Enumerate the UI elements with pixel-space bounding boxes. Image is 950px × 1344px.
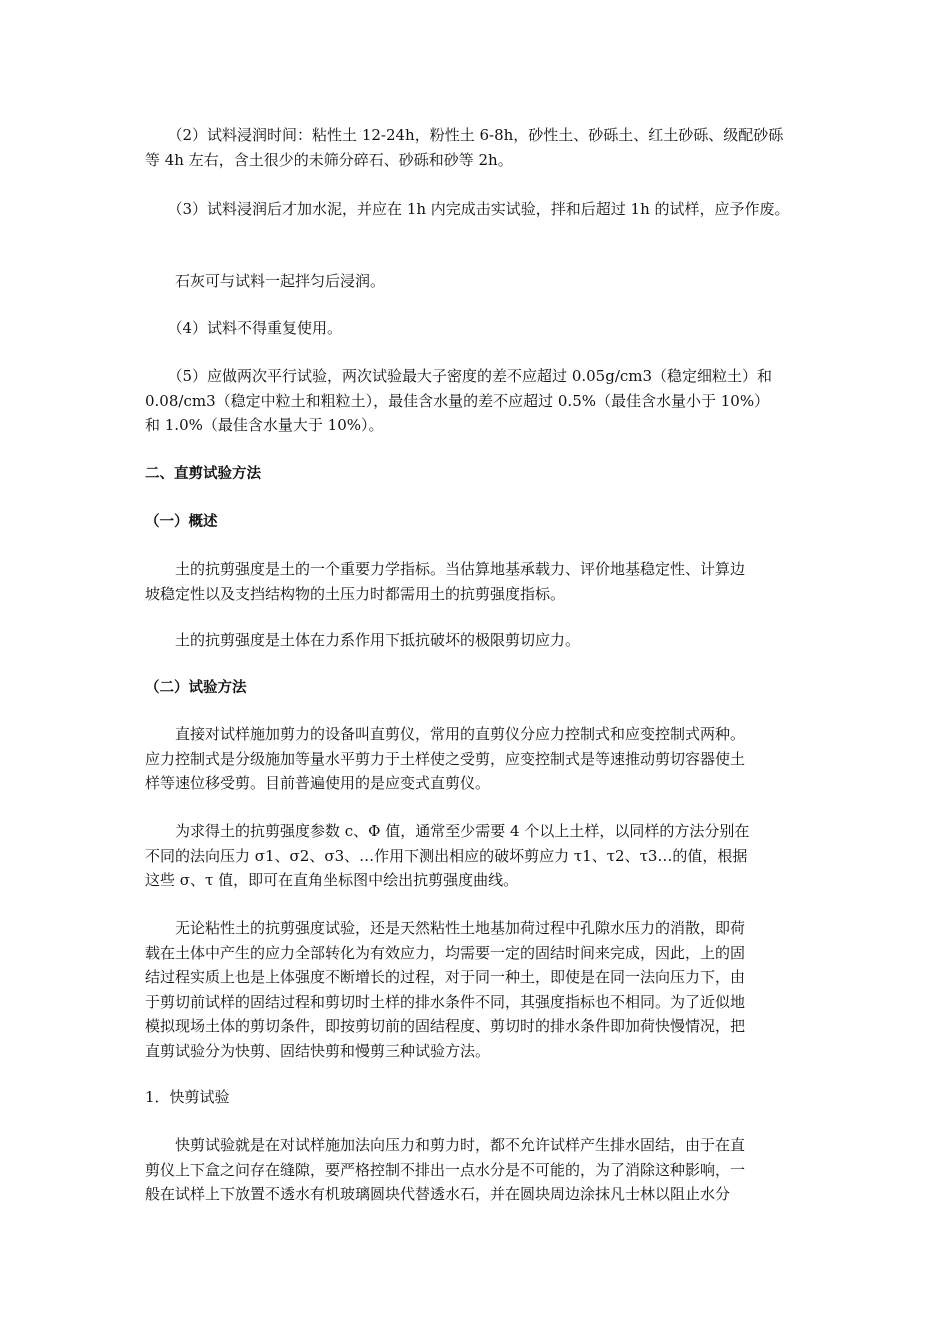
- subsection-heading: [145, 510, 810, 535]
- paragraph-quick-shear: [145, 1133, 810, 1207]
- text-line: （5）应做两次平行试验，两次试验最大子密度的差不应超过 0.05g/cm3（稳定细粒土）和: [145, 367, 773, 385]
- text-line: 般在试样上下放置不透水有机玻璃圆块代替透水石，并在圆块周边涂抹凡士林以阻止水分: [145, 1185, 731, 1203]
- paragraph-parameters: [145, 819, 810, 893]
- text-line: 石灰可与试料一起拌匀后浸润。: [145, 272, 386, 290]
- text-line: 直剪试验分为快剪、固结快剪和慢剪三种试验方法。: [145, 1041, 491, 1060]
- text-line: 结过程实质上也是上体强度不断增长的过程，对于同一种土，即使是在同一法向压力下，由: [145, 968, 746, 986]
- text-line: 坡稳定性以及支挡结构物的土压力时都需用土的抗剪强度指标。: [145, 584, 566, 603]
- text-line: 无论粘性土的抗剪强度试验，还是天然粘性土地基加荷过程中孔隙水压力的消散，即荷: [145, 919, 746, 937]
- paragraph-no-reuse: [145, 316, 810, 341]
- text-line: 土的抗剪强度是土体在力系作用下抵抗破坏的极限剪切应力。: [145, 631, 581, 649]
- heading-text: （一）概述: [145, 514, 218, 530]
- paragraph-consolidation: [145, 916, 810, 1063]
- heading-text: 1．快剪试验: [145, 1088, 230, 1106]
- text-line: 等 4h 左右，含土很少的未筛分碎石、砂砾和砂等 2h。: [145, 150, 513, 169]
- paragraph-add-cement: [145, 197, 810, 222]
- text-line: 土的抗剪强度是土的一个重要力学指标。当估算地基承载力、评价地基稳定性、计算边: [145, 560, 746, 578]
- text-line: （2）试料浸润时间：粘性土 12-24h，粉性土 6-8h，砂性土、砂砾土、红土砂砾、级配砂砾: [145, 126, 784, 144]
- paragraph-apparatus: [145, 722, 810, 796]
- section-heading: [145, 462, 810, 487]
- text-line: 于剪切前试样的固结过程和剪切时土样的排水条件不同，其强度指标也不相同。为了近似地: [145, 992, 746, 1011]
- paragraph-lime: [145, 269, 810, 294]
- paragraph-parallel-tests: [145, 364, 810, 438]
- heading-text: （二）试验方法: [145, 680, 247, 696]
- text-line: 快剪试验就是在对试样施加法向压力和剪力时，都不允许试样产生排水固结，由于在直: [145, 1136, 746, 1154]
- text-line: 0.08/cm3（稳定中粒土和粗粒土），最佳含水量的差不应超过 0.5%（最佳含水量小于 10%）: [145, 391, 770, 410]
- text-line: 样等速位移受剪。目前普遍使用的是应变式直剪仪。: [145, 774, 491, 792]
- text-line: 不同的法向压力 σ1、σ2、σ3、…作用下测出相应的破坏剪应力 τ1、τ2、τ3…的值，根据: [145, 846, 748, 865]
- text-line: （4）试料不得重复使用。: [145, 319, 343, 337]
- subsection-heading: [145, 676, 810, 701]
- text-line: 和 1.0%（最佳含水量大于 10%）。: [145, 416, 384, 434]
- heading-text: 二、直剪试验方法: [145, 466, 261, 482]
- text-line: 这些 σ、τ 值，即可在直角坐标图中绘出抗剪强度曲线。: [145, 871, 519, 889]
- text-line: 为求得土的抗剪强度参数 c、Φ 值，通常至少需要 4 个以上土样，以同样的方法分别在: [145, 822, 750, 840]
- text-line: 模拟现场土体的剪切条件，即按剪切前的固结程度、剪切时的排水条件即加荷快慢情况，把: [145, 1017, 746, 1035]
- text-line: 直接对试样施加剪力的设备叫直剪仪，常用的直剪仪分应力控制式和应变控制式两种。: [145, 725, 746, 743]
- paragraph-overview: [145, 557, 810, 606]
- paragraph-definition: [145, 628, 810, 653]
- list-item-heading: [145, 1085, 810, 1110]
- paragraph-soak-time: [145, 123, 810, 172]
- text-line: （3）试料浸润后才加水泥，并应在 1h 内完成击实试验，拌和后超过 1h 的试样，应予作废。: [145, 200, 790, 218]
- text-line: 应力控制式是分级施加等量水平剪力于土样使之受剪，应变控制式是等速推动剪切容器使土: [145, 749, 746, 768]
- text-line: 载在土体中产生的应力全部转化为有效应力，均需要一定的固结时间来完成，因此，上的固: [145, 943, 746, 962]
- text-line: 剪仪上下盒之问存在缝隙，要严格控制不排出一点水分是不可能的，为了消除这种影响，一: [145, 1160, 746, 1179]
